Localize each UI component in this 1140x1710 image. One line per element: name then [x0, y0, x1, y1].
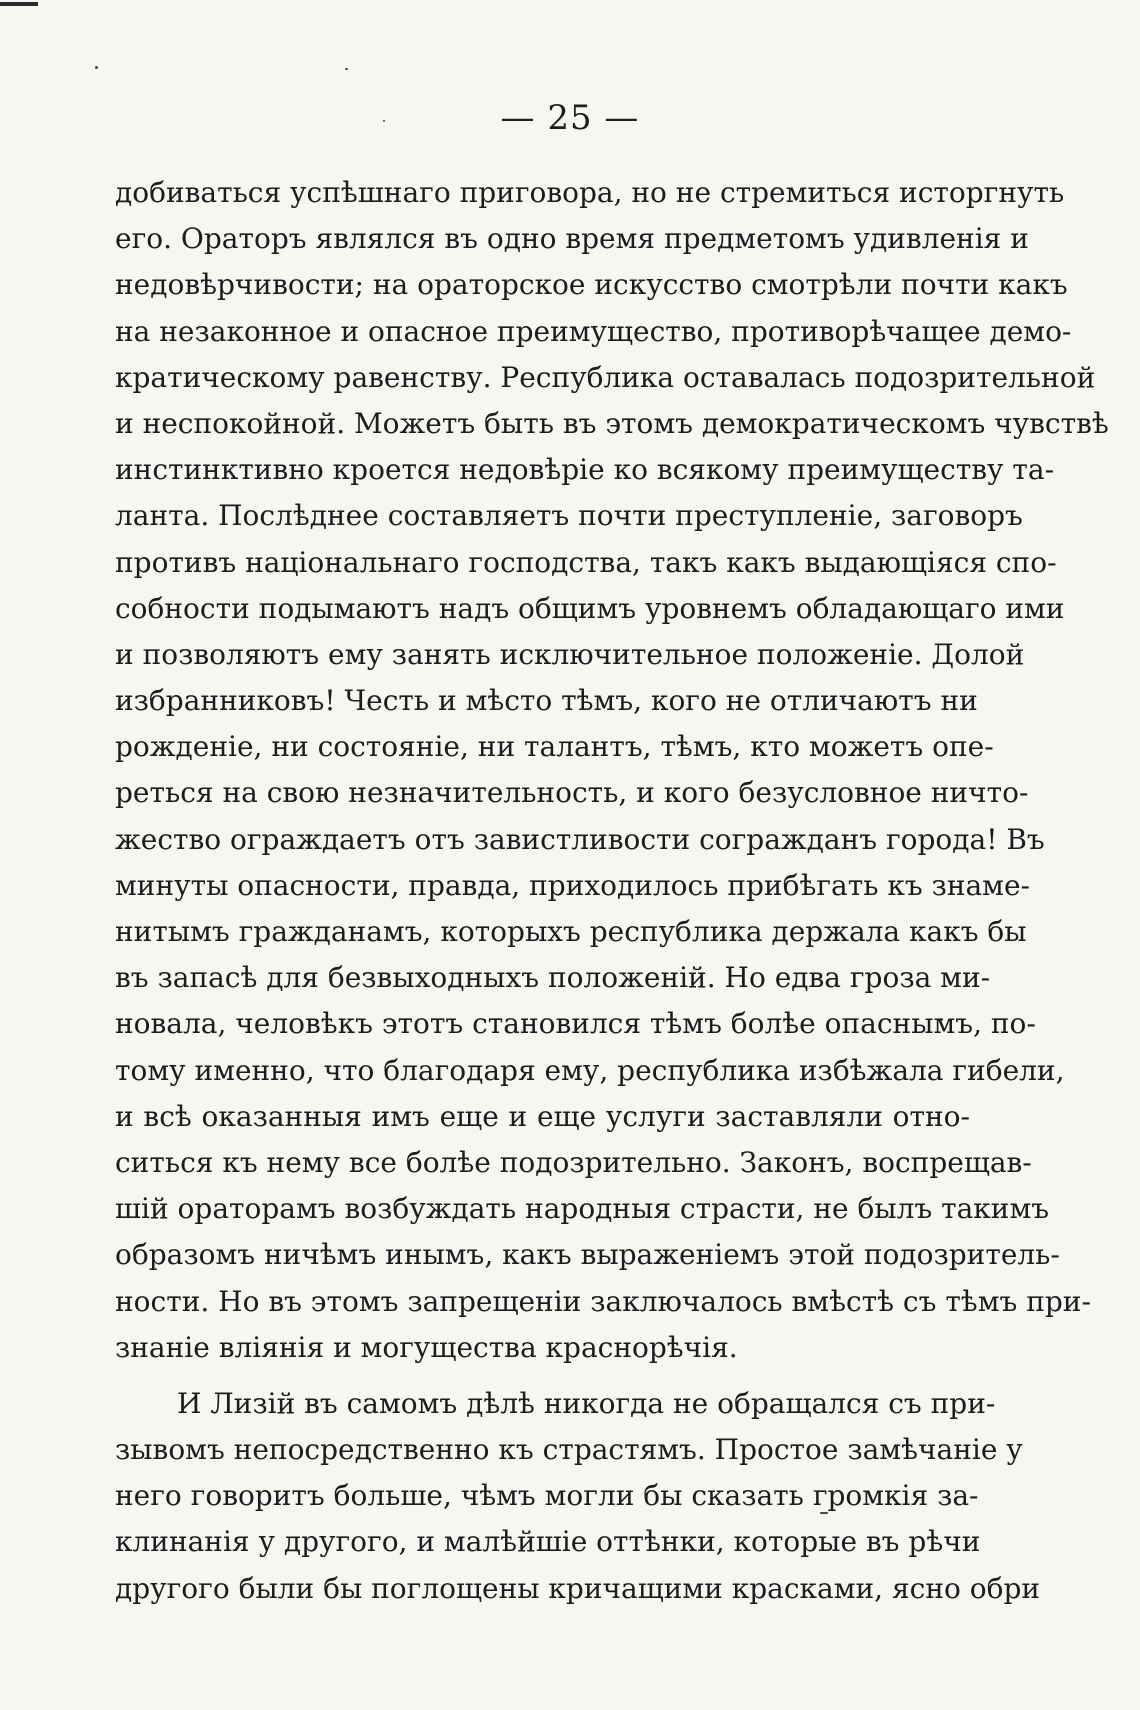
text-line: образомъ ничѣмъ инымъ, какъ выраженіемъ этой подозритель- [115, 1238, 1060, 1272]
text-line: клинанія у другого, и малѣйшіе оттѣнки, которые въ рѣчи [115, 1525, 981, 1559]
text-line: него говоритъ больше, чѣмъ могли бы сказать громкія за- [115, 1479, 979, 1513]
text-line: добиваться успѣшнаго приговора, но не стремиться исторгнуть [115, 176, 1065, 209]
text-line: и всѣ оказанныя имъ еще и еще услуги заставляли отно- [115, 1099, 970, 1133]
text-line: недовѣрчивости; на ораторское искусство смотрѣли почти какъ [115, 268, 1068, 302]
text-line: на незаконное и опасное преимущество, противорѣчащее демо- [115, 314, 1072, 348]
text-line: въ запасѣ для безвыходныхъ положеній. Но едва гроза ми- [115, 961, 991, 995]
text-line: другого были бы поглощены кричащими красками, ясно обри [115, 1571, 1041, 1605]
text-line: рожденіе, ни состояніе, ни талантъ, тѣмъ, кто можетъ опе- [115, 730, 994, 764]
text-line: нитымъ гражданамъ, которыхъ республика держала какъ бы [115, 915, 1027, 948]
text-line: минуты опасности, правда, приходилось прибѣгать къ знаме- [115, 868, 1030, 902]
top-edge-rule [0, 2, 38, 6]
text-line: и позволяютъ ему занять исключительное положеніе. Долой [115, 637, 1025, 671]
text-line: и неспокойной. Можетъ быть въ этомъ демократическомъ чувствѣ [115, 406, 1109, 440]
text-line: избранниковъ! Честь и мѣсто тѣмъ, кого не отличаютъ ни [115, 684, 978, 718]
text-line: новала, человѣкъ этотъ становился тѣмъ болѣе опаснымъ, по- [115, 1007, 1036, 1041]
print-speck [345, 68, 348, 70]
page-number: — 25 — [500, 98, 640, 138]
text-line: И Лизій въ самомъ дѣлѣ никогда не обращался съ при- [177, 1386, 996, 1420]
text-line: жество ограждаетъ отъ завистливости согражданъ города! Въ [115, 822, 1045, 856]
text-line: противъ національнаго господства, такъ какъ выдающіяся спо- [115, 545, 1057, 579]
paragraph-2 [115, 1381, 1041, 1612]
text-line: шій ораторамъ возбуждать народныя страсти, не былъ такимъ [115, 1192, 1050, 1226]
text-line: инстинктивно кроется недовѣріе ко всякому преимуществу та- [115, 453, 1055, 487]
text-line: зывомъ непосредственно къ страстямъ. Простое замѣчаніе у [115, 1433, 1023, 1467]
text-line: кратическому равенству. Республика оставалась подозрительной [115, 360, 1096, 394]
text-line: ланта. Послѣднее составляетъ почти преступленіе, заговоръ [115, 499, 1023, 533]
print-speck [95, 66, 98, 69]
text-line: собности подымаютъ надъ общимъ уровнемъ обладающаго ими [115, 591, 1065, 625]
paragraph-gap [115, 1371, 970, 1381]
text-line: реться на свою незначительность, и кого безусловное ничто- [115, 776, 1029, 810]
text-line: тому именно, что благодаря ему, республика избѣжала гибели, [115, 1053, 1065, 1087]
text-line: его. Ораторъ являлся въ одно время предметомъ удивленія и [115, 222, 1029, 256]
text-line: знаніе вліянія и могущества краснорѣчія. [115, 1330, 738, 1364]
text-line: ситься къ нему все болѣе подозрительно. Законъ, воспрещав- [115, 1145, 1032, 1179]
text-line: ности. Но въ этомъ запрещеніи заключалось вмѣстѣ съ тѣмъ при- [115, 1284, 1091, 1318]
body-text [115, 170, 1109, 1612]
paragraph-1 [115, 170, 1109, 1371]
